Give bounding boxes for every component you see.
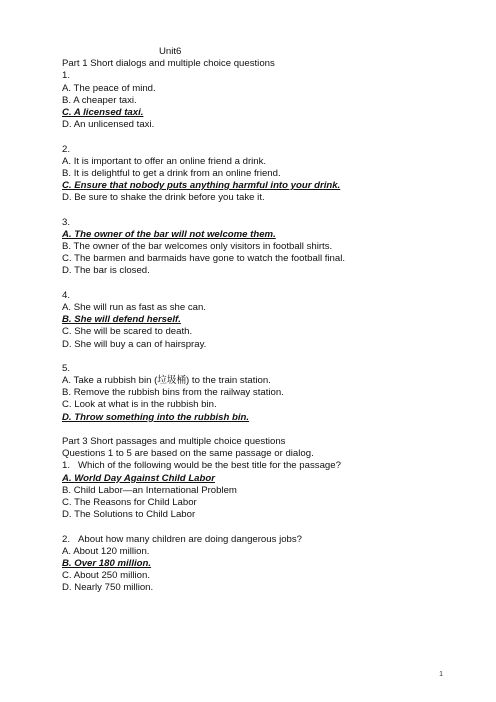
option-a: A. About 120 million. <box>62 545 150 557</box>
correct-answer: D. Throw something into the rubbish bin. <box>62 411 250 423</box>
question-number: 1. <box>62 70 71 82</box>
option-c: C. The barmen and barmaids have gone to watch the football final. <box>62 253 346 265</box>
correct-answer: A. The owner of the bar will not welcome them. <box>62 228 276 240</box>
option-d: D. She will buy a can of hairspray. <box>62 338 207 350</box>
option-d: D. The Solutions to Child Labor <box>62 509 196 521</box>
correct-answer: B. Over 180 million. <box>62 557 152 569</box>
option-b: B. Child Labor—an International Problem <box>62 484 237 496</box>
page-number: 1 <box>439 671 443 678</box>
spacer <box>62 278 482 290</box>
part3-heading: Part 3 Short passages and multiple choice questions <box>62 436 286 447</box>
spacer <box>62 131 482 143</box>
option-b: B. It is delightful to get a drink from an online friend. <box>62 167 281 179</box>
correct-answer: C. Ensure that nobody puts anything harmful into your drink. <box>62 180 341 192</box>
option-d: D. Nearly 750 million. <box>62 582 154 594</box>
question-number: 2. <box>62 143 71 155</box>
spacer <box>62 204 482 216</box>
part3-intro: Questions 1 to 5 are based on the same passage or dialog. <box>62 448 314 460</box>
option-a: A. She will run as fast as she can. <box>62 301 206 313</box>
option-b: B. A cheaper taxi. <box>62 94 137 106</box>
option-c: C. About 250 million. <box>62 570 150 582</box>
option-c: C. She will be scared to death. <box>62 326 193 338</box>
spacer <box>62 521 482 533</box>
option-c: C. Look at what is in the rubbish bin. <box>62 399 217 411</box>
correct-answer: B. She will defend herself. <box>62 314 181 326</box>
question-number: 3. <box>62 216 71 228</box>
option-a: A. Take a rubbish bin (垃圾桶) to the train station. <box>62 375 271 387</box>
option-d: D. An unlicensed taxi. <box>62 119 155 131</box>
question-number: 4. <box>62 289 71 301</box>
spacer <box>62 351 482 363</box>
correct-answer: C. A licensed taxi. <box>62 106 144 118</box>
option-a: A. The peace of mind. <box>62 82 156 94</box>
option-b: B. The owner of the bar welcomes only visitors in football shirts. <box>62 241 333 252</box>
option-b: B. Remove the rubbish bins from the railway station. <box>62 387 284 399</box>
part1-heading: Part 1 Short dialogs and multiple choice questions <box>62 58 275 70</box>
question-prompt: 1. Which of the following would be the best title for the passage? <box>62 460 341 472</box>
question-number: 5. <box>62 362 71 374</box>
option-d: D. Be sure to shake the drink before you take it. <box>62 192 265 204</box>
option-c: C. The Reasons for Child Labor <box>62 496 197 508</box>
option-a: A. It is important to offer an online friend a drink. <box>62 155 267 167</box>
page-title: Unit6 <box>159 46 182 57</box>
question-prompt: 2. About how many children are doing dangerous jobs? <box>62 533 302 545</box>
option-d: D. The bar is closed. <box>62 265 150 277</box>
document-content <box>62 46 482 594</box>
correct-answer: A. World Day Against Child Labor <box>62 472 215 484</box>
spacer <box>62 424 482 436</box>
